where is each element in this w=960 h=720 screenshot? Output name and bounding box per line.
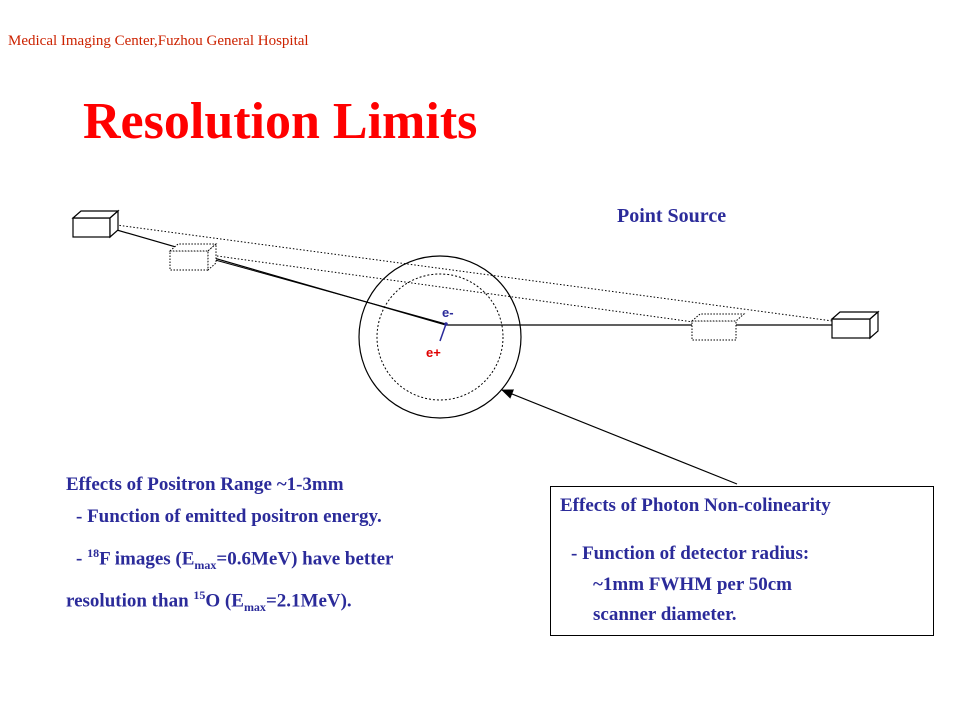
o15-text: O (E	[205, 590, 244, 612]
dotted-line-lower	[210, 255, 715, 325]
detector-mid-left	[170, 244, 216, 270]
f18-text: F images (E	[99, 548, 195, 570]
scanner-outer-ring	[359, 256, 521, 418]
institution-header: Medical Imaging Center,Fuzhou General Hospital	[8, 33, 309, 49]
positron-energy-line: - Function of emitted positron energy.	[76, 506, 382, 527]
fwhm-line: ~1mm FWHM per 50cm	[593, 574, 792, 595]
electron-label: e-	[442, 305, 454, 320]
emax-subscript: max	[194, 558, 217, 573]
f18-mass-number: 18	[87, 546, 100, 560]
annihilation-point	[444, 322, 448, 326]
f18-energy: =0.6MeV) have better	[216, 548, 394, 570]
lor-left-inner	[208, 258, 446, 324]
detector-right	[832, 312, 878, 338]
non-colinearity-box	[550, 486, 934, 636]
emax-subscript-2: max	[243, 600, 266, 615]
positron-range-notes	[66, 474, 536, 622]
o15-energy: =2.1MeV).	[265, 590, 352, 612]
o15-mass-number: 15	[193, 588, 206, 603]
detector-top-left	[73, 211, 118, 237]
detector-radius-line: - Function of detector radius:	[571, 543, 810, 564]
positron-range-heading: Effects of Positron Range ~1-3mm	[66, 474, 344, 495]
dotted-line-upper	[109, 224, 855, 324]
bullet-prefix: -	[76, 548, 88, 570]
positron-path	[440, 324, 446, 341]
isotope-comparison	[66, 538, 536, 622]
resolution-text: resolution than	[66, 590, 194, 612]
non-colinearity-heading: Effects of Photon Non-colinearity	[560, 495, 831, 516]
positron-label: e+	[426, 345, 441, 360]
arrow-to-ring	[502, 390, 737, 484]
point-source-label: Point Source	[617, 205, 727, 227]
slide-title: Resolution Limits	[83, 93, 478, 150]
diameter-line: scanner diameter.	[593, 604, 737, 625]
detector-mid-right	[692, 314, 744, 340]
